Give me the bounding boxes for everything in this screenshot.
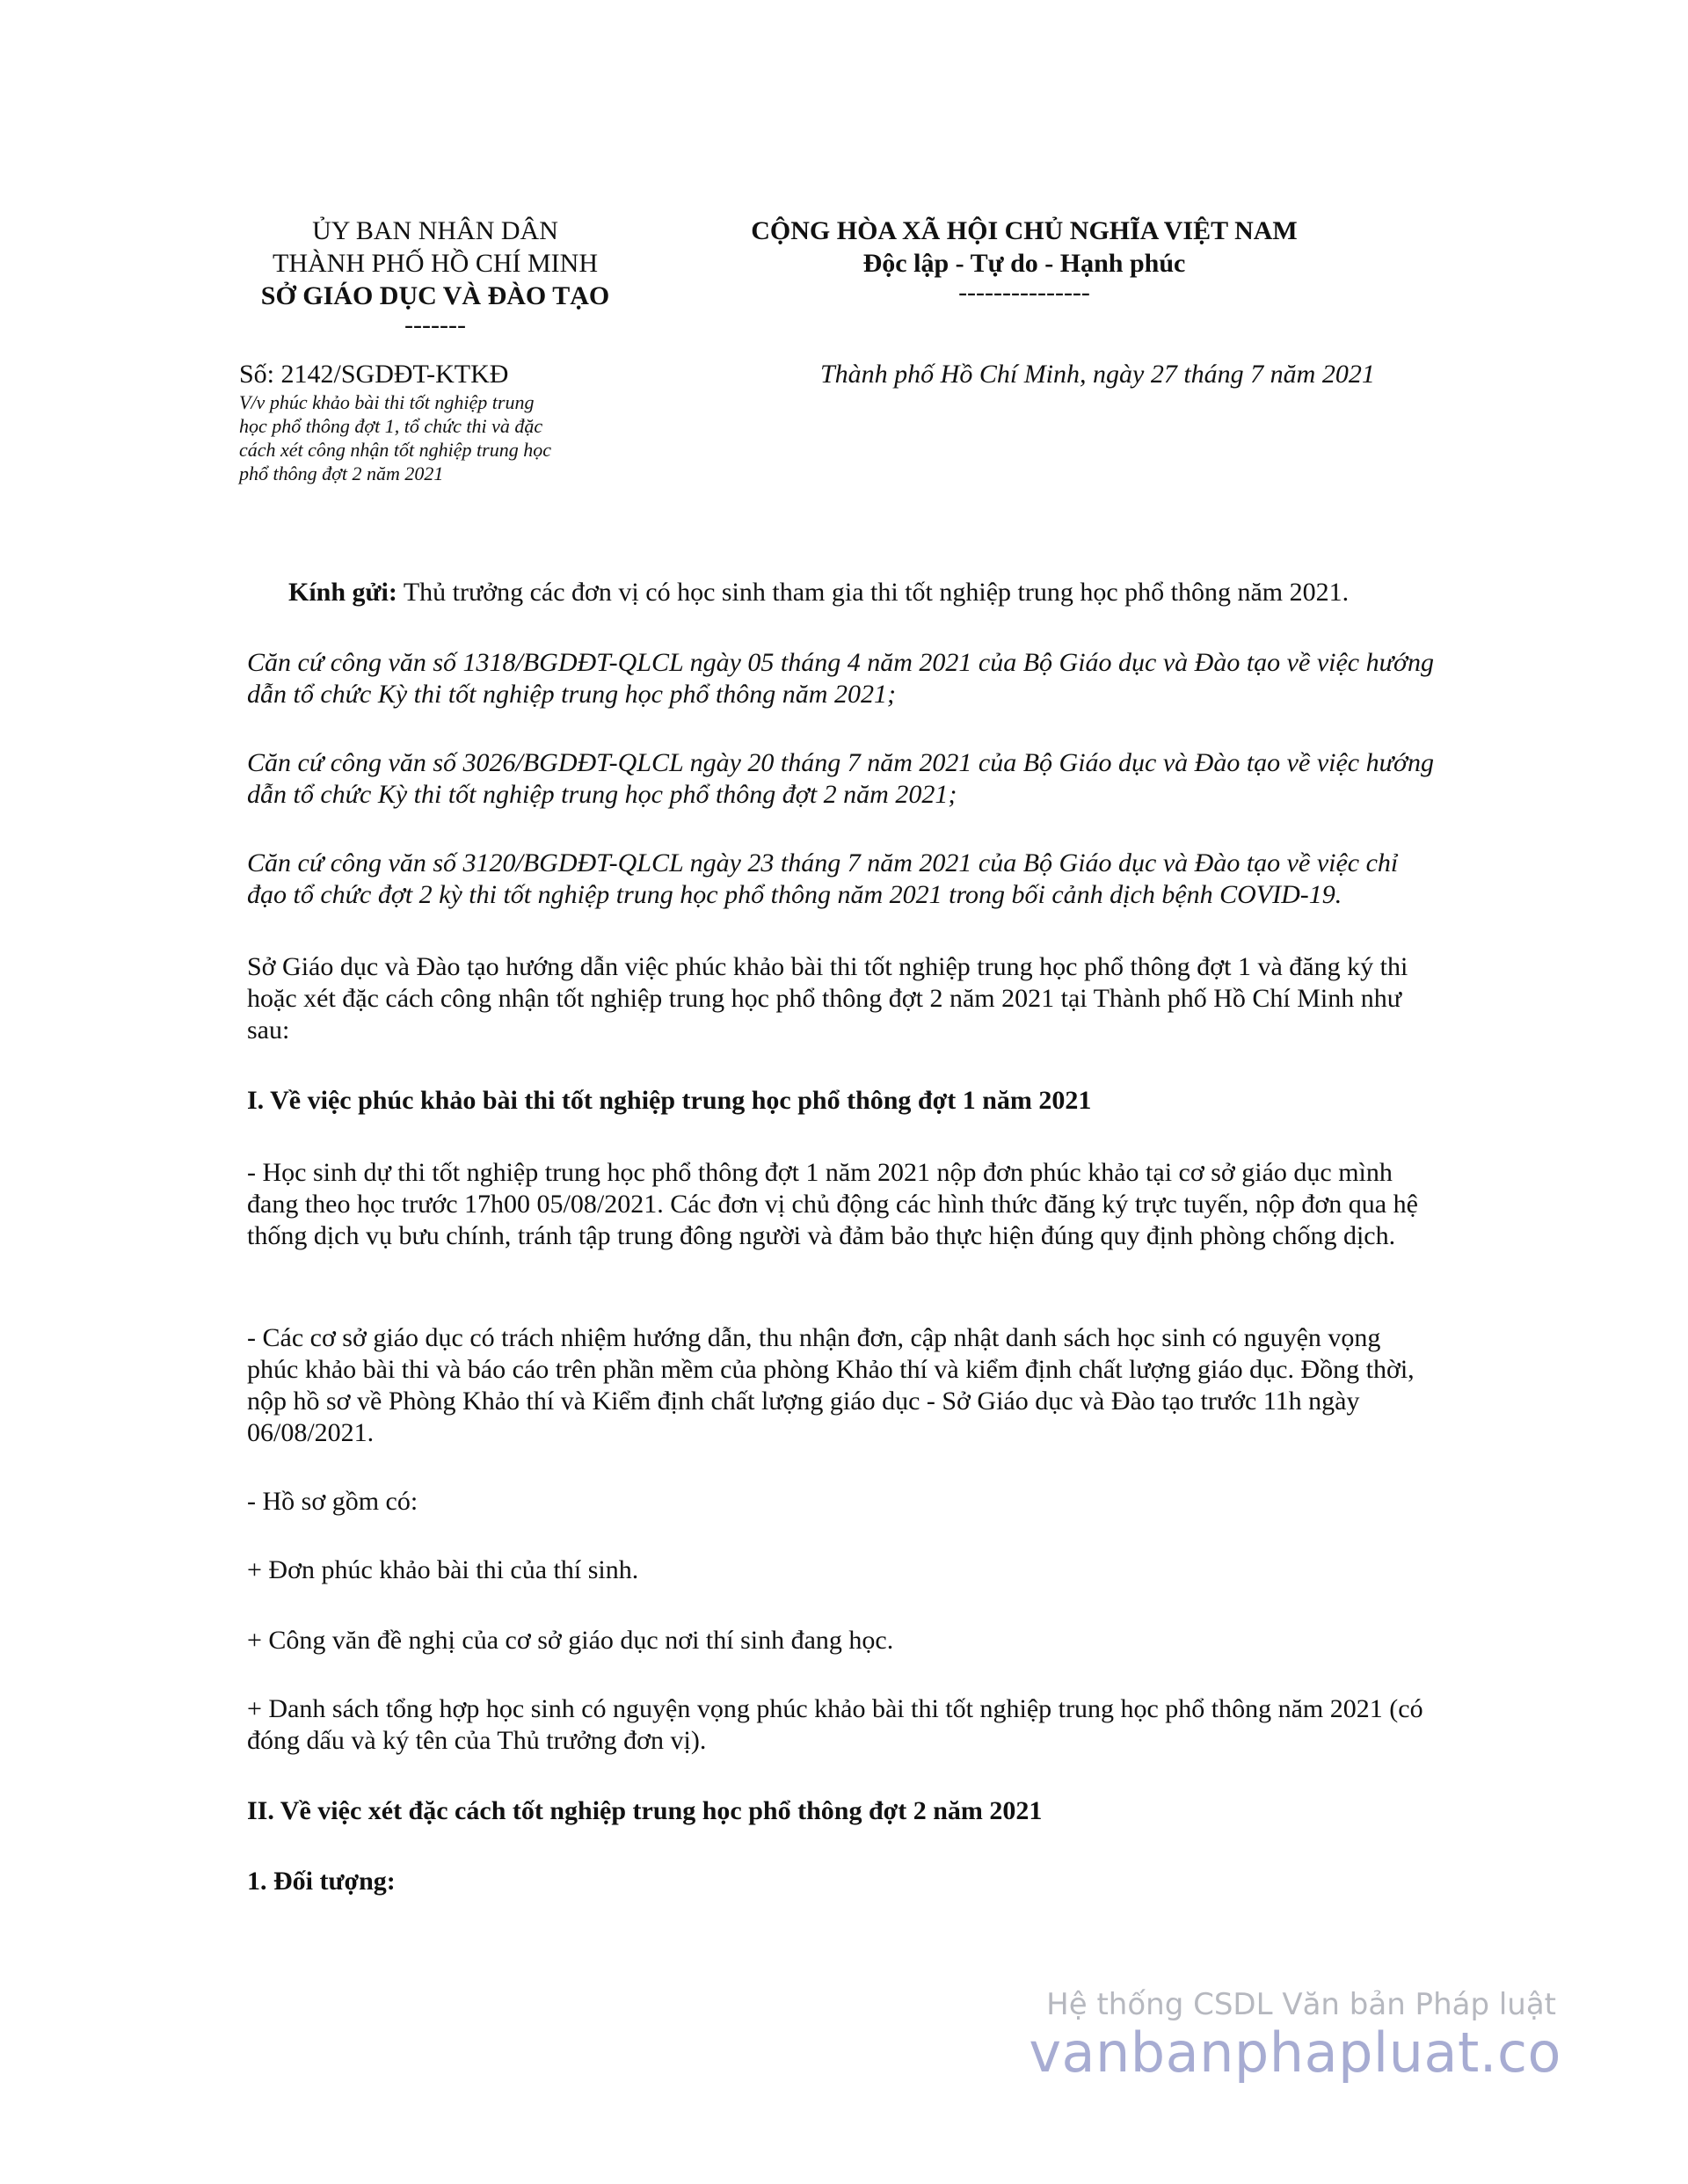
national-motto [695, 215, 1354, 306]
dossier-intro: - Hồ sơ gồm có: [247, 1487, 418, 1516]
watermark-caption: Hệ thống CSDL Văn bản Pháp luật [1046, 1987, 1556, 2022]
subject-line: V/v phúc khảo bài thi tốt nghiệp trung [239, 391, 535, 413]
subject-line: học phổ thông đợt 1, tổ chức thi và đặc [239, 415, 543, 437]
place-date: Thành phố Hồ Chí Minh, ngày 27 tháng 7 năm 2021 [820, 360, 1375, 389]
recipient-text: Thủ trưởng các đơn vị có học sinh tham gia thi tốt nghiệp trung học phổ thông năm 2021. [397, 578, 1350, 607]
legal-basis-3: Căn cứ công văn số 3120/BGDĐT-QLCL ngày 23 tháng 7 năm 2021 của Bộ Giáo dục và Đào tạo về việc chỉ đạo tổ chức đợt 2 kỳ thi tốt nghiệp trung học phổ thông năm 2021 trong bối cảnh dịch bệnh COVID-19. [247, 848, 1399, 909]
section-2-subheading-1: 1. Đối tượng: [247, 1867, 396, 1896]
authority-line-2: THÀNH PHỐ HỒ CHÍ MINH [273, 249, 598, 278]
authority-line-1: ỦY BAN NHÂN DÂN [312, 216, 558, 245]
section-1-heading: I. Về việc phúc khảo bài thi tốt nghiệp trung học phổ thông đợt 1 năm 2021 [247, 1086, 1092, 1115]
section-2-heading: II. Về việc xét đặc cách tốt nghiệp trung học phổ thông đợt 2 năm 2021 [247, 1796, 1043, 1825]
motto-line-1: CỘNG HÒA XÃ HỘI CHỦ NGHĨA VIỆT NAM [751, 216, 1298, 245]
intro-paragraph: Sở Giáo dục và Đào tạo hướng dẫn việc phúc khảo bài thi tốt nghiệp trung học phổ thông đợt 1 và đăng ký thi hoặc xét đặc cách công nhận tốt nghiệp trung học phổ thông đợt 2 năm 2021 tại Thành phố Hồ Chí Minh như sau: [247, 952, 1408, 1045]
issuing-authority [224, 215, 646, 339]
recipient [288, 577, 1349, 608]
subject-line: cách xét công nhận tốt nghiệp trung học [239, 439, 551, 461]
watermark-site: vanbanphapluat.co [1029, 2020, 1561, 2085]
dossier-item-3: + Danh sách tổng hợp học sinh có nguyện vọng phúc khảo bài thi tốt nghiệp trung học phổ thông năm 2021 (có đóng dấu và ký tên của Thủ trưởng đơn vị). [247, 1694, 1423, 1755]
dossier-item-1: + Đơn phúc khảo bài thi của thí sinh. [247, 1555, 639, 1584]
recipient-label: Kính gửi: [288, 578, 397, 607]
document-number: Số: 2142/SGDĐT-KTKĐ [239, 360, 509, 389]
section-1-para-2: - Các cơ sở giáo dục có trách nhiệm hướng dẫn, thu nhận đơn, cập nhật danh sách học sinh có nguyện vọng phúc khảo bài thi và báo cáo trên phần mềm của phòng Khảo thí và kiểm định chất lượng giáo dục. Đồng thời, nộp hồ sơ về Phòng Khảo thí và Kiểm định chất lượng giáo dục - Sở Giáo dục và Đào tạo trước 11h ngày 06/08/2021. [247, 1323, 1415, 1447]
authority-line-3: SỞ GIÁO DỤC VÀ ĐÀO TẠO [260, 281, 610, 310]
section-1-para-1: - Học sinh dự thi tốt nghiệp trung học phổ thông đợt 1 năm 2021 nộp đơn phúc khảo tại cơ sở giáo dục mình đang theo học trước 17h00 05/08/2021. Các đơn vị chủ động các hình thức đăng ký trực tuyến, nộp đơn qua hệ thống dịch vụ bưu chính, tránh tập trung đông người và đảm bảo thực hiện đúng quy định phòng chống dịch. [247, 1158, 1418, 1250]
subject-line: phổ thông đợt 2 năm 2021 [239, 462, 444, 484]
motto-line-2: Độc lập - Tự do - Hạnh phúc [862, 249, 1186, 278]
legal-basis-1: Căn cứ công văn số 1318/BGDĐT-QLCL ngày 05 tháng 4 năm 2021 của Bộ Giáo dục và Đào tạo về việc hướng dẫn tổ chức Kỳ thi tốt nghiệp trung học phổ thông năm 2021; [247, 648, 1434, 709]
motto-separator: --------------- [958, 278, 1090, 307]
dossier-item-2: + Công văn đề nghị của cơ sở giáo dục nơi thí sinh đang học. [247, 1626, 894, 1655]
legal-basis-2: Căn cứ công văn số 3026/BGDĐT-QLCL ngày 20 tháng 7 năm 2021 của Bộ Giáo dục và Đào tạo về việc hướng dẫn tổ chức Kỳ thi tốt nghiệp trung học phổ thông đợt 2 năm 2021; [247, 748, 1434, 809]
authority-separator: ------- [404, 310, 466, 339]
subject [239, 390, 626, 485]
